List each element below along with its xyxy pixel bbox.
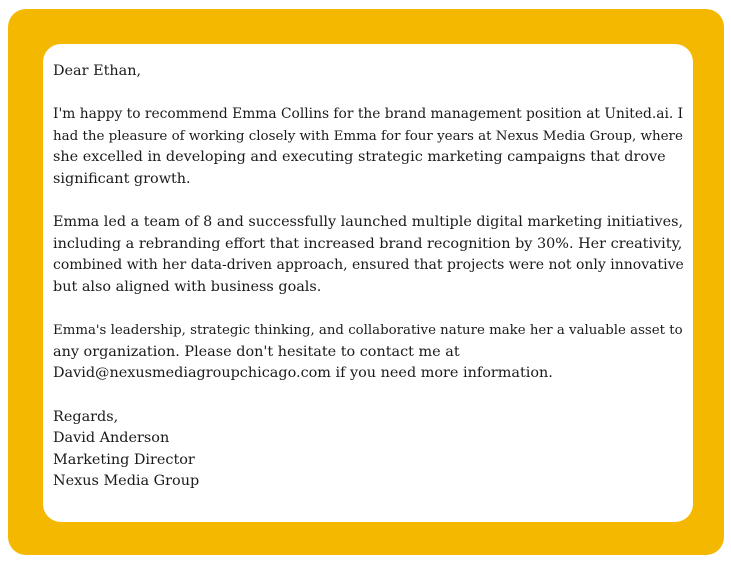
paragraph-1-line-4: significant growth. (53, 170, 191, 187)
paragraph-2-line-2: including a rebranding effort that increased brand recognition by 30%. Her creativity, (53, 235, 683, 252)
letter-paragraph-1 (53, 104, 683, 190)
signoff-closing: Regards, (53, 408, 119, 425)
paragraph-2-line-4: but also aligned with business goals. (53, 278, 322, 295)
paragraph-2-line-3: combined with her data-driven approach, ensured that projects were not only innovative (53, 257, 684, 274)
paragraph-1-line-3: she excelled in developing and executing strategic marketing campaigns that drove (53, 149, 666, 166)
letter-signoff (53, 407, 683, 493)
letter-greeting: Dear Ethan, (53, 63, 142, 79)
paragraph-3-line-3: David@nexusmediagroupchicago.com if you need more information. (53, 365, 553, 382)
paragraph-3-line-1: Emma's leadership, strategic thinking, and collaborative nature make her a valuable asset to (53, 323, 683, 339)
paragraph-1-line-2: had the pleasure of working closely with Emma for four years at Nexus Media Group, where (53, 128, 683, 144)
signoff-name: David Anderson (53, 430, 170, 447)
letter-frame (8, 9, 724, 555)
signoff-title: Marketing Director (53, 451, 195, 468)
letter-paragraph-3 (53, 320, 683, 385)
letter-paragraph-2 (53, 212, 683, 298)
letter-card (43, 44, 693, 522)
signoff-company: Nexus Media Group (53, 473, 200, 490)
paragraph-2-line-1: Emma led a team of 8 and successfully launched multiple digital marketing initiatives, (53, 214, 684, 231)
paragraph-3-line-2: any organization. Please don't hesitate to contact me at (53, 343, 460, 360)
paragraph-1-line-1: I'm happy to recommend Emma Collins for the brand management position at United.ai. I (53, 106, 684, 123)
